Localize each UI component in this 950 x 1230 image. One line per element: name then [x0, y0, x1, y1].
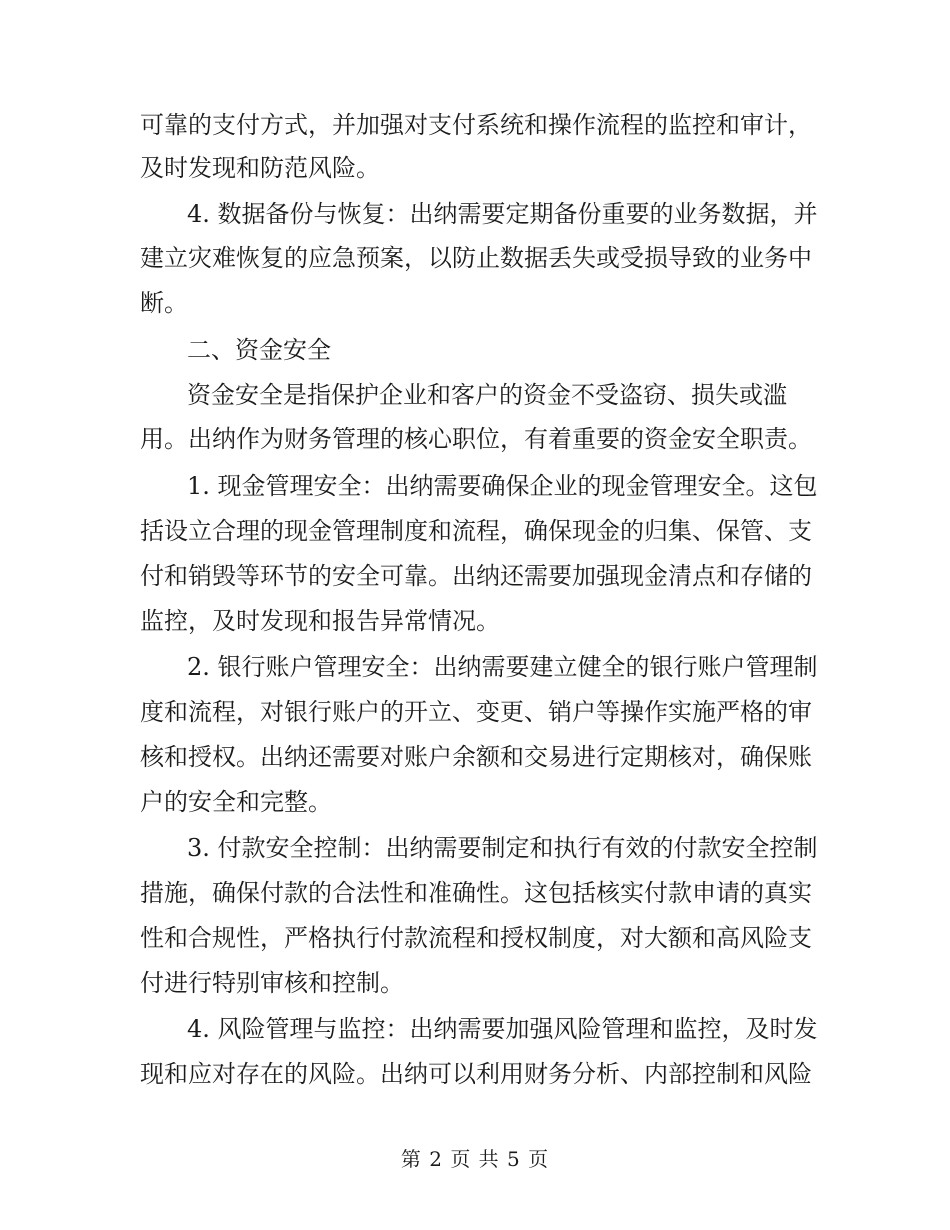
text-line: 及时发现和防范风险。	[140, 154, 380, 182]
text-line: 用。出纳作为财务管理的核心职位，有着重要的资金安全职责。	[140, 425, 812, 453]
text-line: 户的安全和完整。	[140, 788, 332, 816]
text-line: 性和合规性，严格执行付款流程和授权制度，对大额和高风险支	[140, 924, 812, 952]
text-line: 措施，确保付款的合法性和准确性。这包括核实付款申请的真实	[140, 879, 812, 907]
text-line: 付和销毁等环节的安全可靠。出纳还需要加强现金清点和存储的	[140, 562, 812, 590]
text-line: 4. 数据备份与恢复：出纳需要定期备份重要的业务数据，并	[187, 200, 818, 228]
text-line: 3. 付款安全控制：出纳需要制定和执行有效的付款安全控制	[187, 834, 818, 862]
text-line: 4. 风险管理与监控：出纳需要加强风险管理和监控，及时发	[187, 1015, 818, 1043]
page-number-footer: 第 2 页 共 5 页	[400, 1147, 550, 1171]
text-line: 2. 银行账户管理安全：出纳需要建立健全的银行账户管理制	[187, 653, 818, 681]
text-line: 1. 现金管理安全：出纳需要确保企业的现金管理安全。这包	[187, 472, 818, 500]
text-line: 断。	[140, 289, 188, 317]
text-line: 建立灾难恢复的应急预案，以防止数据丢失或受损导致的业务中	[140, 244, 812, 272]
text-line: 可靠的支付方式，并加强对支付系统和操作流程的监控和审计，	[140, 111, 812, 139]
text-line: 度和流程，对银行账户的开立、变更、销户等操作实施严格的审	[140, 698, 812, 726]
text-line: 监控，及时发现和报告异常情况。	[140, 607, 500, 635]
text-line: 核和授权。出纳还需要对账户余额和交易进行定期核对，确保账	[140, 743, 812, 771]
section-heading: 二、资金安全	[187, 336, 331, 364]
text-line: 资金安全是指保护企业和客户的资金不受盗窃、损失或滥	[187, 381, 787, 409]
text-line: 付进行特别审核和控制。	[140, 969, 404, 997]
text-line: 现和应对存在的风险。出纳可以利用财务分析、内部控制和风险	[140, 1060, 812, 1088]
text-line: 括设立合理的现金管理制度和流程，确保现金的归集、保管、支	[140, 517, 812, 545]
